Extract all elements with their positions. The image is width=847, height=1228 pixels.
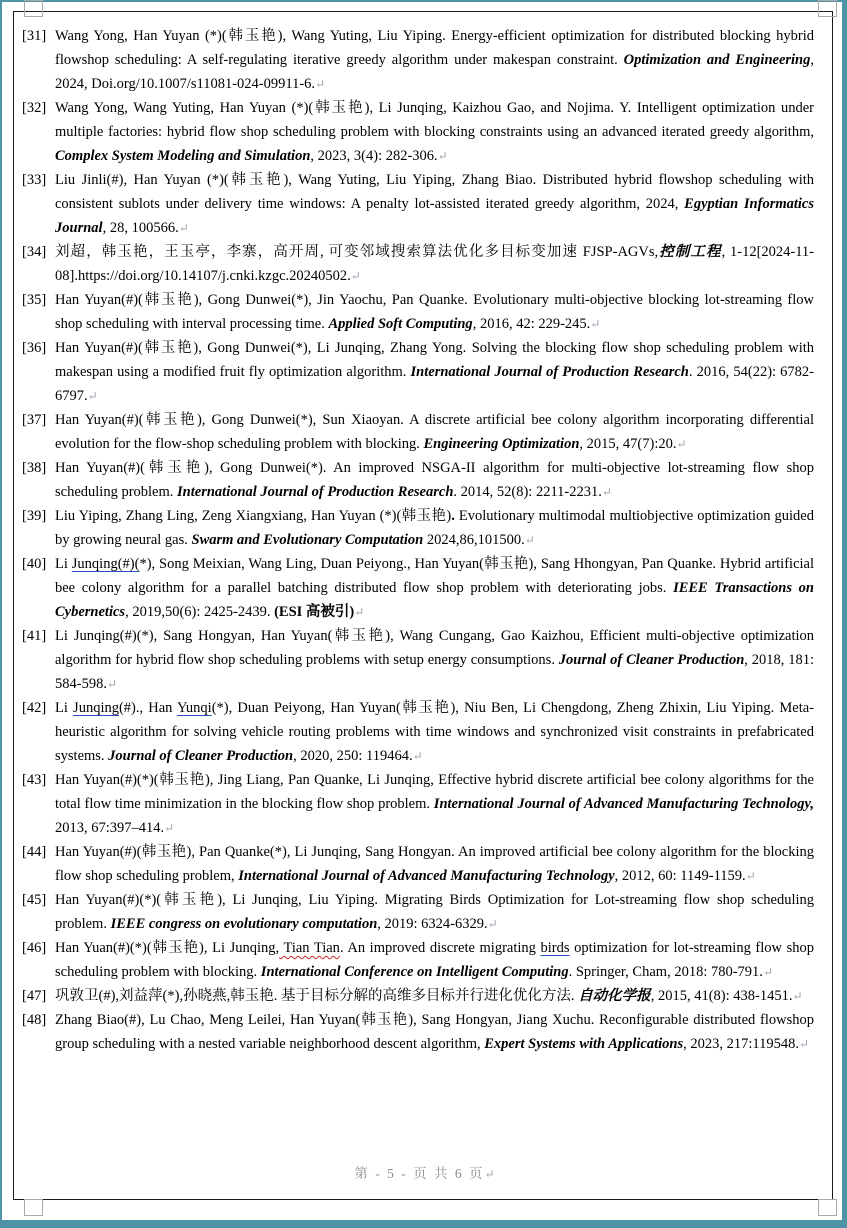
paragraph-mark-icon: ↵ (762, 965, 773, 979)
reference-text-segment: Han Yuan(#)(*)(韩玉艳), Li Junqing, (55, 940, 280, 956)
reference-text-segment: Liu Yiping, Zhang Ling, Zeng Xiangxiang, Han Yuyan (*)(韩玉艳) (55, 508, 452, 524)
reference-text-segment: Tian Tian (279, 940, 340, 956)
reference-text-segment: 刘超，韩玉艳，王玉亭，李寨，高开周, 可变邻域搜索算法优化多目标变加速 FJSP-AGVs, (55, 244, 659, 260)
reference-item (22, 96, 814, 168)
reference-text-segment: , 1-12[2024-11-08].https://doi.org/10.14107/j.cnki.kzgc.20240502. (55, 244, 815, 284)
reference-text-segment: Egyptian Informatics Journal (55, 196, 814, 236)
reference-number: [43] (22, 772, 47, 788)
paragraph-mark-icon: ↵ (484, 1167, 497, 1181)
reference-text-segment: Han Yuyan(#)(韩玉艳), Gong Dunwei(*), Jin Yaochu, Pan Quanke. Evolutionary multi-objective blocking lot-streaming flow shop scheduling with interval processing time. (55, 292, 814, 332)
reference-text-segment: . Springer, Cham, 2018: 780-791. (568, 964, 763, 980)
reference-text-segment: International Journal of Production Research (410, 364, 689, 380)
reference-text-segment: Li (55, 556, 72, 572)
page-footer-text: 第 - 5 - 页 共 6 页 (354, 1166, 485, 1181)
reference-text-segment: 2013, 67:397–414. (55, 820, 165, 836)
paragraph-mark-icon: ↵ (412, 749, 423, 763)
reference-number: [35] (22, 292, 47, 308)
reference-text-segment: Han Yuyan(#)(韩玉艳), Pan Quanke(*), Li Junqing, Sang Hongyan. An improved artificial bee colony algorithm for the blocking flow shop scheduling problem, (55, 844, 814, 884)
reference-text-segment: Wang Yong, Han Yuyan (*)(韩玉艳), Wang Yuting, Liu Yiping. Energy-efficient optimization for distributed blocking hybrid flowshop scheduling: A self-regulating iterative greedy algorithm under makespan constraint. (55, 28, 814, 68)
reference-number: [46] (22, 940, 47, 956)
reference-text-segment: , 2015, 47(7):20. (579, 436, 677, 452)
reference-item (22, 1008, 814, 1056)
reference-text-segment: birds (540, 940, 570, 956)
paragraph-mark-icon: ↵ (437, 149, 448, 163)
paragraph-mark-icon: ↵ (106, 677, 118, 691)
reference-text-segment: Han Yuyan(#)(韩玉艳), Gong Dunwei(*), Li Junqing, Zhang Yong. Solving the blocking flow shop scheduling problem with makespan using a modified fruit fly optimization algorithm. (55, 340, 814, 380)
reference-text-segment: IEEE Transactions on Cybernetics (55, 580, 814, 620)
reference-item (22, 888, 814, 936)
reference-text-segment: . 2016, 54(22): 6782-6797. (55, 364, 815, 404)
paragraph-mark-icon: ↵ (601, 485, 612, 499)
paragraph-mark-icon: ↵ (350, 269, 361, 283)
reference-text-segment: Complex System Modeling and Simulation (55, 148, 311, 164)
reference-text-segment: Han Yuyan(#)(韩玉艳), Gong Dunwei(*). An improved NSGA-II algorithm for multi-objective lot-streaming flow shop scheduling problem. (55, 460, 814, 500)
reference-item (22, 240, 814, 288)
paragraph-mark-icon: ↵ (315, 77, 326, 91)
reference-list (22, 24, 814, 1056)
paragraph-mark-icon: ↵ (792, 989, 803, 1003)
paragraph-mark-icon: ↵ (87, 389, 98, 403)
paragraph-mark-icon: ↵ (799, 1037, 810, 1051)
reference-text-segment: International Journal of Advanced Manufacturing Technology, (433, 796, 814, 812)
reference-number: [33] (22, 172, 47, 188)
reference-text-segment: Li Junqing(#)(*), Sang Hongyan, Han Yuyan(韩玉艳), Wang Cungang, Gao Kaizhou, Efficient multi-objective optimization algorithm for hybrid flow shop scheduling problems with setup energy consumptions. (55, 628, 814, 668)
paragraph-mark-icon: ↵ (590, 317, 601, 331)
reference-number: [42] (22, 700, 47, 716)
reference-item (22, 408, 814, 456)
reference-number: [45] (22, 892, 47, 908)
reference-text-segment: optimization for lot-streaming flow shop scheduling problem with blocking. (55, 940, 814, 980)
reference-item (22, 936, 814, 984)
reference-text-segment: 控制工程 (658, 244, 722, 260)
reference-text-segment: Han Yuyan(#)(*)(韩玉艳), Li Junqing, Liu Yiping. Migrating Birds Optimization for Lot-streaming flow shop scheduling problem. (55, 892, 814, 932)
reference-item (22, 552, 814, 624)
reference-text-segment: International Conference on Intelligent Computing (260, 964, 569, 980)
reference-item (22, 288, 814, 336)
reference-text-segment: *), Song Meixian, Wang Ling, Duan Peiyong., Han Yuyan(韩玉艳), Sang Hhongyan, Pan Quanke. Hybrid artificial bee colony algorithm for a parallel batching distributed flow shop problem with deteriorating jobs. (55, 556, 814, 596)
paragraph-mark-icon: ↵ (487, 917, 498, 931)
reference-number: [31] (22, 28, 47, 44)
reference-number: [36] (22, 340, 47, 356)
reference-item (22, 24, 814, 96)
reference-item (22, 768, 814, 840)
reference-text-segment: International Journal of Production Research (177, 484, 454, 500)
reference-number: [40] (22, 556, 47, 572)
reference-text-segment: Engineering Optimization (423, 436, 580, 452)
reference-text-segment: , 2015, 41(8): 438-1451. (650, 988, 793, 1004)
reference-text-segment: , 2023, 3(4): 282-306. (310, 148, 438, 164)
reference-text-segment: Li (55, 700, 74, 716)
reference-item (22, 984, 814, 1008)
paragraph-mark-icon: ↵ (164, 821, 175, 835)
reference-number: [39] (22, 508, 47, 524)
reference-text-segment: (#)., Han (118, 700, 178, 716)
paragraph-mark-icon: ↵ (178, 221, 189, 235)
reference-text-segment: Zhang Biao(#), Lu Chao, Meng Leilei, Han Yuyan(韩玉艳), Sang Hongyan, Jiang Xuchu. Reconfigurable distributed flowshop group scheduling with a nested variable neighborhood descent algorithm, (55, 1012, 814, 1052)
paragraph-mark-icon: ↵ (676, 437, 687, 451)
reference-text-segment: , 2019: 6324-6329. (377, 916, 488, 932)
reference-text-segment: (ESI 高被引) (274, 604, 355, 620)
paragraph-mark-icon: ↵ (745, 869, 756, 883)
paragraph-mark-icon: ↵ (524, 533, 535, 547)
reference-item (22, 504, 814, 552)
reference-text-segment: 巩敦卫(#),刘益萍(*),孙晓燕,韩玉艳. 基于目标分解的高维多目标并行进化优化方法. (55, 988, 579, 1004)
reference-number: [44] (22, 844, 47, 860)
reference-text-segment: Yunqi (177, 700, 212, 716)
reference-text-segment: Evolutionary multimodal multiobjective optimization guided by growing neural gas. (55, 508, 814, 548)
reference-text-segment: Han Yuyan(#)(*)(韩玉艳), Jing Liang, Pan Quanke, Li Junqing, Effective hybrid discrete artificial bee colony algorithms for the total flow time minimization in the blocking flow shop problem. (55, 772, 814, 812)
reference-text-segment: , 2019,50(6): 2425-2439. (125, 604, 275, 620)
reference-number: [34] (22, 244, 47, 260)
reference-text-segment: Journal of Cleaner Production (108, 748, 294, 764)
reference-text-segment: 2024,86,101500. (423, 532, 525, 548)
page-footer (2, 1162, 847, 1182)
reference-text-segment: IEEE congress on evolutionary computation (110, 916, 378, 932)
reference-item (22, 168, 814, 240)
reference-item (22, 456, 814, 504)
reference-item (22, 624, 814, 696)
reference-number: [41] (22, 628, 47, 644)
reference-item (22, 840, 814, 888)
reference-text-segment: Applied Soft Computing (328, 316, 473, 332)
crop-mark-icon (818, 1199, 837, 1216)
reference-text-segment: , 2023, 217:119548. (683, 1036, 800, 1052)
reference-number: [37] (22, 412, 47, 428)
reference-text-segment: Expert Systems with Applications (484, 1036, 684, 1052)
reference-text-segment: Junqing (73, 700, 119, 716)
reference-text-segment: , 2018, 181: 584-598. (55, 652, 814, 692)
reference-text-segment: , 2024, Doi.org/10.1007/s11081-024-09911-6. (55, 52, 814, 92)
reference-text-segment: . 2014, 52(8): 2211-2231. (453, 484, 602, 500)
paragraph-mark-icon: ↵ (354, 605, 365, 619)
reference-number: [32] (22, 100, 47, 116)
reference-text-segment: Junqing(#)( (71, 556, 140, 572)
reference-text-segment: 自动化学报 (578, 988, 651, 1004)
crop-mark-icon (818, 0, 837, 17)
reference-text-segment: Swarm and Evolutionary Computation (191, 532, 424, 548)
reference-number: [48] (22, 1012, 47, 1028)
reference-text-segment: (*), Duan Peiyong, Han Yuyan(韩玉艳), Niu Ben, Li Chengdong, Zheng Zhixin, Liu Yiping. Meta-heuristic algorithm for solving vehicle routing problems with time windows and synchronized visit constraints in prefabricated systems. (55, 700, 814, 764)
document-page (2, 2, 842, 1220)
reference-text-segment: , 2012, 60: 1149-1159. (614, 868, 746, 884)
reference-text-segment: , 2016, 42: 229-245. (472, 316, 591, 332)
reference-item (22, 696, 814, 768)
reference-text-segment: International Journal of Advanced Manufacturing Technology (238, 868, 615, 884)
crop-mark-icon (24, 0, 43, 17)
reference-text-segment: Liu Jinli(#), Han Yuyan (*)(韩玉艳), Wang Yuting, Liu Yiping, Zhang Biao. Distributed hybrid flowshop scheduling with consistent sublots under delivery time windows: A penalty lot-assisted iterated greedy algorithm, 2024, (55, 172, 814, 212)
reference-text-segment: , 2020, 250: 119464. (293, 748, 413, 764)
reference-text-segment: Wang Yong, Wang Yuting, Han Yuyan (*)(韩玉艳), Li Junqing, Kaizhou Gao, and Nojima. Y. Intelligent optimization under multiple factories: hybrid flow shop scheduling problem with blocking constraints using an advanced iterated greedy algorithm, (55, 100, 814, 140)
reference-number: [47] (22, 988, 47, 1004)
crop-mark-icon (24, 1199, 43, 1216)
reference-text-segment: Journal of Cleaner Production (558, 652, 745, 668)
reference-text-segment: . (451, 508, 455, 524)
reference-text-segment: Han Yuyan(#)(韩玉艳), Gong Dunwei(*), Sun Xiaoyan. A discrete artificial bee colony algorithm incorporating differential evolution for the flow-shop scheduling problem with blocking. (55, 412, 814, 452)
reference-text-segment: Optimization and Engineering (623, 52, 811, 68)
reference-text-segment: , 28, 100566. (102, 220, 179, 236)
reference-number: [38] (22, 460, 47, 476)
reference-text-segment: . An improved discrete migrating (339, 940, 541, 956)
reference-item (22, 336, 814, 408)
